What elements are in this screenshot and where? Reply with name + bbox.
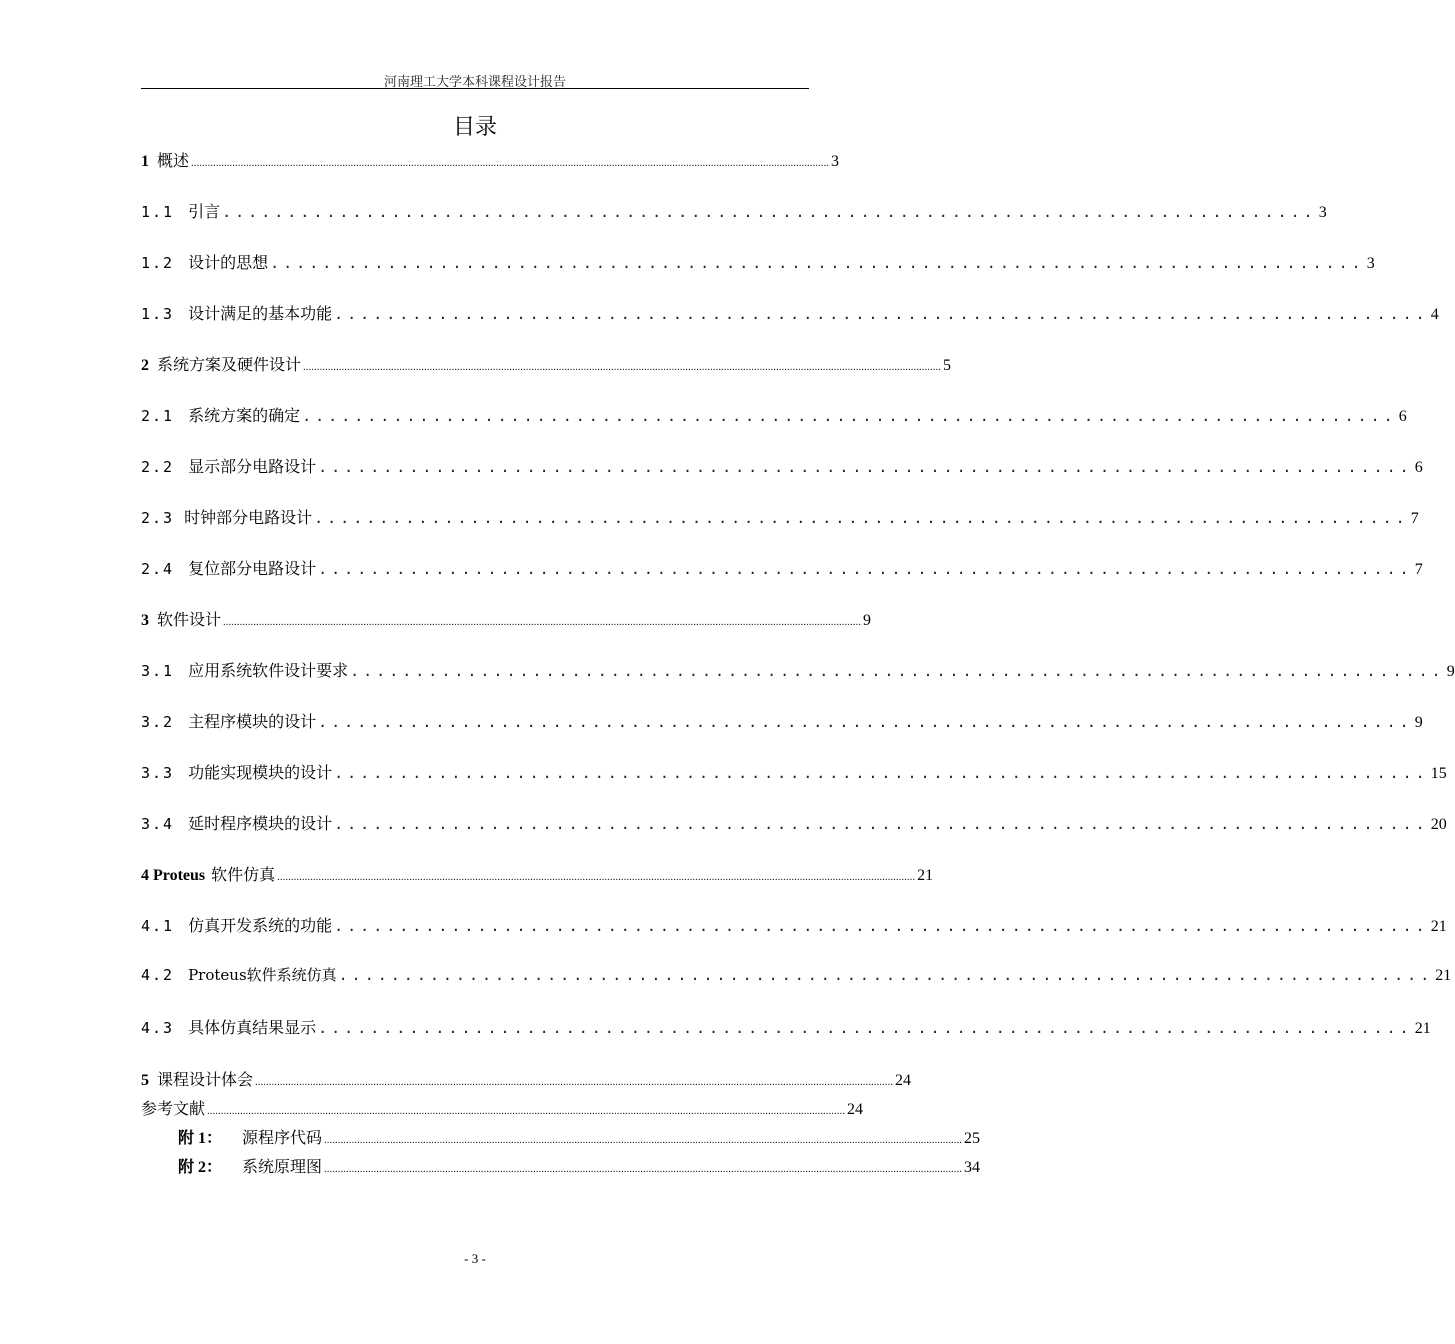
toc-leader: ........................................................................................................................................................................................................................................ [191, 157, 830, 169]
toc-leader: .................................................................................... [334, 815, 1429, 833]
toc-entry-number: 2.4 [141, 560, 175, 578]
toc-entry-title: 课程设计体会 [157, 1070, 254, 1089]
toc-entry-page: 4 [1430, 306, 1439, 323]
toc-entry-page: 21 [917, 867, 934, 884]
toc-entry-page: 3 [1366, 255, 1375, 272]
toc-leader: .................................................................................... [318, 458, 1413, 476]
toc-entry-title: 软件设计 [157, 610, 222, 629]
toc-leader: .................................................................................... [334, 764, 1429, 782]
toc-entry-number: 附 1： [178, 1130, 223, 1147]
toc-entry-number: 5 [141, 1072, 149, 1089]
toc-entry-page: 3 [1318, 204, 1327, 221]
toc-entry[interactable] [141, 607, 872, 629]
toc-entry-number: 1.2 [141, 254, 175, 272]
toc-entry-title: 时钟部分电路设计 [184, 508, 313, 527]
header-title: 河南理工大学本科课程设计报告 [383, 75, 566, 90]
toc-entry-title: 应用系统软件设计要求 [188, 661, 349, 680]
toc-entry-page: 9 [1446, 663, 1455, 680]
toc-entry-page: 21 [1435, 967, 1452, 984]
toc-entry-number: 2 [141, 357, 149, 374]
toc-entry-number: 2.3 [141, 509, 175, 527]
toc-leader: ........................................................................................................................................................................................................................................ [303, 361, 942, 373]
toc-entry-page: 6 [1414, 459, 1423, 476]
toc-entry[interactable] [141, 658, 1455, 680]
toc-entry[interactable] [141, 760, 1447, 782]
toc-leader: .................................................................................... [222, 203, 1317, 221]
toc-entry[interactable] [141, 862, 934, 884]
toc-entry-page: 7 [1410, 510, 1419, 527]
toc-entry-title: 系统原理图 [242, 1157, 323, 1176]
toc-entry-number: 4.3 [141, 1019, 175, 1037]
toc-entry-title: 引言 [188, 202, 221, 221]
toc-entry-number: 附 2： [178, 1159, 223, 1176]
toc-leader: ........................................................................................................................................................................................................................................ [324, 1163, 963, 1175]
toc-entry-page: 21 [1414, 1020, 1431, 1037]
toc-entry-page: 5 [943, 357, 952, 374]
toc-entry[interactable] [141, 352, 952, 374]
toc-entry[interactable] [141, 709, 1423, 731]
toc-entry[interactable] [141, 250, 1375, 272]
toc-entry-number: 1.3 [141, 305, 175, 323]
toc-leader: .................................................................................... [334, 917, 1429, 935]
toc-entry-page: 15 [1430, 765, 1447, 782]
toc-entry-page: 6 [1398, 408, 1407, 425]
toc-entry-title: 设计的思想 [188, 253, 269, 272]
toc-entry-page: 25 [964, 1130, 981, 1147]
toc-entry-number: 3.2 [141, 713, 175, 731]
toc-leader: .................................................................................... [314, 509, 1409, 527]
toc-entry-title: 具体仿真结果显示 [188, 1018, 317, 1037]
toc-leader: .................................................................................... [350, 662, 1445, 680]
toc-leader: .................................................................................... [302, 407, 1397, 425]
toc-leader: ........................................................................................................................................................................................................................................ [207, 1105, 846, 1117]
toc-entry-number: 4.1 [141, 917, 175, 935]
toc-leader: .................................................................................... [338, 966, 1434, 984]
toc-entry[interactable] [141, 199, 1327, 221]
toc-entry[interactable] [141, 454, 1423, 476]
toc-entry-number: 1 [141, 153, 149, 170]
toc-entry-title: 主程序模块的设计 [188, 712, 317, 731]
toc-entry-number: 3.4 [141, 815, 175, 833]
toc-leader: ........................................................................................................................................................................................................................................ [223, 616, 862, 628]
toc-entry[interactable] [178, 1154, 981, 1176]
toc-leader: .................................................................................... [318, 713, 1413, 731]
toc-entry-title: 参考文献 [141, 1099, 206, 1118]
toc-entry-number: 2.2 [141, 458, 175, 476]
toc-title: 目录 [452, 115, 497, 140]
toc-leader: .................................................................................... [334, 305, 1429, 323]
toc-entry[interactable] [141, 964, 1452, 986]
toc-entry-number: 3 [141, 612, 149, 629]
toc-entry[interactable] [141, 811, 1447, 833]
toc-entry-page: 34 [964, 1159, 981, 1176]
toc-entry-title: 设计满足的基本功能 [188, 304, 333, 323]
toc-entry-page: 9 [1414, 714, 1423, 731]
toc-entry-title: 仿真开发系统的功能 [188, 916, 333, 935]
toc-entry-number: 4.2 [141, 966, 175, 984]
toc-entry[interactable] [141, 1067, 912, 1089]
toc-entry-number: 1.1 [141, 203, 175, 221]
toc-entry-title: 显示部分电路设计 [188, 457, 317, 476]
toc-entry-number: 3.3 [141, 764, 175, 782]
toc-entry[interactable] [141, 301, 1439, 323]
toc-entry-number: 4 Proteus [141, 867, 206, 884]
toc-leader: ........................................................................................................................................................................................................................................ [255, 1076, 894, 1088]
toc-leader: ........................................................................................................................................................................................................................................ [277, 871, 916, 883]
toc-entry-title: 源程序代码 [242, 1128, 323, 1147]
toc-entry-title: 复位部分电路设计 [188, 559, 317, 578]
toc-entry-page: 21 [1430, 918, 1447, 935]
toc-entry-page: 7 [1414, 561, 1423, 578]
toc-leader: ........................................................................................................................................................................................................................................ [324, 1134, 963, 1146]
toc-entry[interactable] [141, 913, 1447, 935]
toc-entry[interactable] [141, 1096, 864, 1118]
toc-entry-title: 概述 [157, 151, 190, 170]
toc-entry[interactable] [141, 1015, 1431, 1037]
toc-entry-title: 系统方案及硬件设计 [157, 355, 302, 374]
toc-entry-title: Proteus软件系统仿真 [188, 966, 337, 984]
toc-entry-page: 20 [1430, 816, 1447, 833]
toc-leader: .................................................................................... [318, 1019, 1413, 1037]
toc-entry-page: 3 [831, 153, 840, 170]
toc-entry[interactable] [141, 403, 1407, 425]
toc-entry-title: 软件仿真 [211, 865, 276, 884]
toc-entry-page: 24 [847, 1101, 864, 1118]
page-number: - 3 - [464, 1251, 486, 1266]
toc-entry-page: 24 [895, 1072, 912, 1089]
toc-entry-title: 系统方案的确定 [188, 406, 301, 425]
header-rule [141, 88, 809, 89]
toc-entry[interactable] [141, 556, 1423, 578]
toc-entry-number: 2.1 [141, 407, 175, 425]
toc-entry[interactable] [141, 505, 1419, 527]
toc-entry-page: 9 [863, 612, 872, 629]
toc-entry-title: 功能实现模块的设计 [188, 763, 333, 782]
toc-entry-number: 3.1 [141, 662, 175, 680]
toc-entry[interactable] [178, 1125, 981, 1147]
toc-leader: .................................................................................... [318, 560, 1413, 578]
toc-leader: .................................................................................... [270, 254, 1365, 272]
toc-entry[interactable] [141, 148, 840, 170]
toc-entry-title: 延时程序模块的设计 [188, 814, 333, 833]
